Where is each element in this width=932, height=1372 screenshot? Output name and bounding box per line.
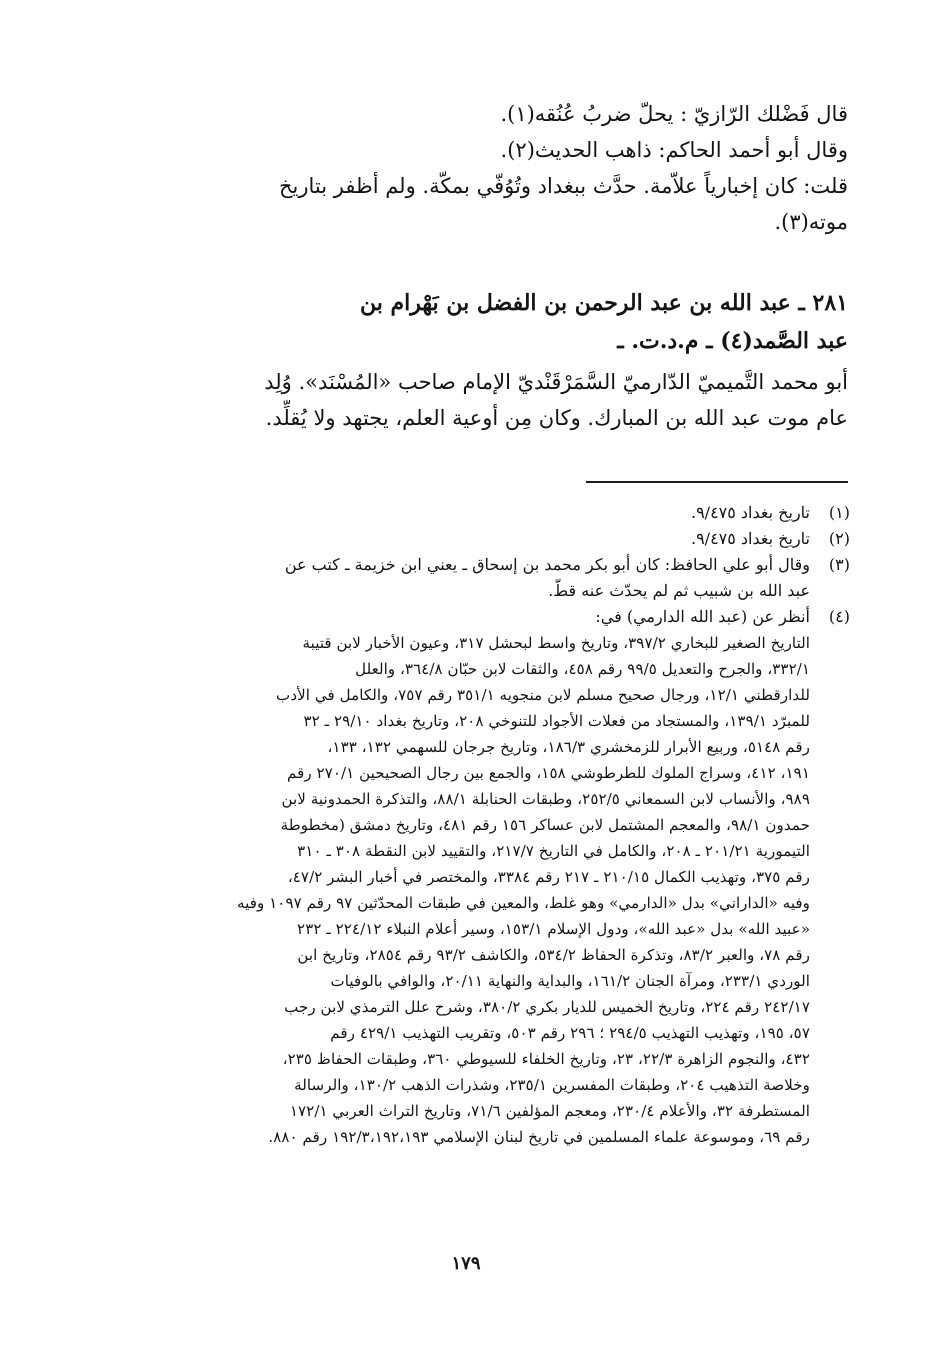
footnote-divider	[586, 481, 848, 483]
entry-heading	[128, 284, 848, 360]
footnote-line: رقم ٥١٤٨، وربيع الأبرار للزمخشري ١٨٦/٣، وتاريخ جرجان للسهمي ١٣٢، ١٣٣،	[327, 738, 810, 756]
footnote-line: ٩٨٩، والأنساب لابن السمعاني ٢٥٢/٥، وطبقات الحنابلة ٨٨/١، والتذكرة الحمدونية لابن	[281, 790, 810, 808]
footnote-line: حمدون ٩٨/١، والمعجم المشتمل لابن عساكر ١٥٦ رقم ٤٨١، وتاريخ دمشق (مخطوطة	[280, 816, 810, 834]
biography-text	[128, 364, 848, 436]
footnote-line: المستطرفة ٣٢، والأعلام ٢٣٠/٤، ومعجم المؤلفين ٧١/٦، وتاريخ التراث العربي ١٧٢/١	[289, 1102, 810, 1120]
text-line: قال فَضْلك الرّازيّ : يحلّ ضربُ عُنُقه(١).	[500, 102, 848, 126]
footnote-marker: (١)	[828, 503, 850, 522]
footnote-line: تاريخ بغداد ٩/٤٧٥.	[690, 529, 810, 548]
footnote-line: ٢٤٢/١٧ رقم ٢٢٤، وتاريخ الخميس للديار بكري ٣٨٠/٢، وشرح علل الترمذي لابن رجب	[284, 998, 810, 1016]
text-line: وقال أبو أحمد الحاكم: ذاهب الحديث(٢).	[500, 138, 848, 162]
footnote-line: رقم ٦٩، وموسوعة علماء المسلمين في تاريخ لبنان الإسلامي ١٩٢/٣،١٩٢،١٩٣ رقم ٨٨٠.	[268, 1128, 810, 1146]
footnote-line: وفيه «الداراني» بدل «الدارمي» وهو غلط، والمعين في طبقات المحدّثين ٩٧ رقم ١٠٩٧ وفيه	[236, 894, 810, 912]
footnote-line: أنظر عن (عبد الله الدارمي) في:	[595, 607, 810, 626]
footnote-marker: (٣)	[828, 555, 850, 574]
footnote-line: للدارقطني ١٢/١، ورجال صحيح مسلم لابن منجويه ٣٥١/١ رقم ٧٥٧، والكامل في الأدب	[276, 686, 810, 704]
heading-line: عبد الصَّمد(٤) ـ م.د.ت. ـ	[617, 328, 848, 354]
footnote-line: ٤٣٢، والنجوم الزاهرة ٢٢/٣، ٢٣، وتاريخ الخلفاء للسيوطي ٣٦٠، وطبقات الحفاظ ٢٣٥،	[282, 1050, 810, 1068]
footnote-line: التاريخ الصغير للبخاري ٣٩٧/٢، وتاريخ واسط لبحشل ٣١٧، وعيون الأخبار لابن قتيبة	[302, 634, 810, 652]
footnote	[128, 552, 850, 604]
footnotes	[128, 500, 850, 1150]
text-line: عام موت عبد الله بن المبارك. وكان مِن أوعية العلم، يجتهد ولا يُقلِّد.	[265, 406, 848, 430]
footnote-marker: (٤)	[828, 607, 850, 626]
footnote	[128, 604, 850, 1150]
main-text	[128, 96, 848, 240]
footnote-line: «عبيد الله» بدل «عبد الله»، ودول الإسلام ١٥٣/١، وسير أعلام النبلاء ٢٢٤/١٢ ـ ٢٣٢	[297, 920, 810, 938]
footnote-line: وخلاصة التذهيب ٢٠٤، وطبقات المفسرين ٢٣٥/١، وشذرات الذهب ١٣٠/٢، والرسالة	[294, 1076, 810, 1094]
footnote-line: تاريخ بغداد ٩/٤٧٥.	[690, 503, 810, 522]
text-line: موته(٣).	[774, 210, 848, 234]
footnote	[128, 500, 850, 526]
footnote-line: وقال أبو علي الحافظ: كان أبو بكر محمد بن إسحاق ـ يعني ابن خزيمة ـ كتب عن	[284, 555, 810, 574]
footnote	[128, 526, 850, 552]
footnote-line: ٣٣٢/١، والجرح والتعديل ٩٩/٥ رقم ٤٥٨، والثقات لابن حبّان ٣٦٤/٨، والعلل	[355, 660, 810, 678]
footnote-line: الوردي ٢٣٣/١، ومرآة الجنان ١٦١/٢، والبداية والنهاية ٢٠/١١، والوافي بالوفيات	[330, 972, 810, 990]
heading-line: ٢٨١ ـ عبد الله بن عبد الرحمن بن الفضل بن بَهْرام بن	[360, 290, 848, 316]
footnote-line: عبد الله بن شبيب ثم لم يحدّث عنه قطّ.	[548, 581, 810, 600]
footnote-line: رقم ٧٨، والعبر ٨٣/٢، وتذكرة الحفاظ ٥٣٤/٢، والكاشف ٩٣/٢ رقم ٢٨٥٤، وتاريخ ابن	[297, 946, 810, 964]
footnote-line: رقم ٣٧٥، وتهذيب الكمال ٢١٠/١٥ ـ ٢١٧ رقم ٣٣٨٤، والمختصر في أخبار البشر ٤٧/٢،	[287, 868, 810, 886]
page-number: ١٧٩	[451, 1253, 481, 1274]
footnote-line: ١٩١، ٤١٢، وسراج الملوك للطرطوشي ١٥٨، والجمع بين رجال الصحيحين ٢٧٠/١ رقم	[287, 764, 810, 782]
footnote-marker: (٢)	[828, 529, 850, 548]
footnote-line: ٥٧، ١٩٥، وتهذيب التهذيب ٢٩٤/٥ ؛ ٢٩٦ رقم ٥٠٣، وتقريب التهذيب ٤٢٩/١ رقم	[330, 1024, 810, 1042]
text-line: قلت: كان إخبارياً علاّمة. حدَّث ببغداد وتُوُفّي بمكّة. ولم أظفر بتاريخ	[278, 174, 848, 198]
footnote-line: للمبرّد ١٣٩/١، والمستجاد من فعلات الأجواد للتنوخي ٢٠٨، وتاريخ بغداد ٢٩/١٠ ـ ٣٢	[303, 712, 810, 730]
footnote-line: التيمورية ٢٠١/٢١ ـ ٢٠٨، والكامل في التاريخ ٢١٧/٧، والتقييد لابن النقطة ٣٠٨ ـ ٣١٠	[297, 842, 810, 860]
text-line: أبو محمد التَّميميّ الدّارميّ السَّمَرْقَنْديّ الإمام صاحب «المُسْنَد». وُلِد	[264, 370, 848, 394]
